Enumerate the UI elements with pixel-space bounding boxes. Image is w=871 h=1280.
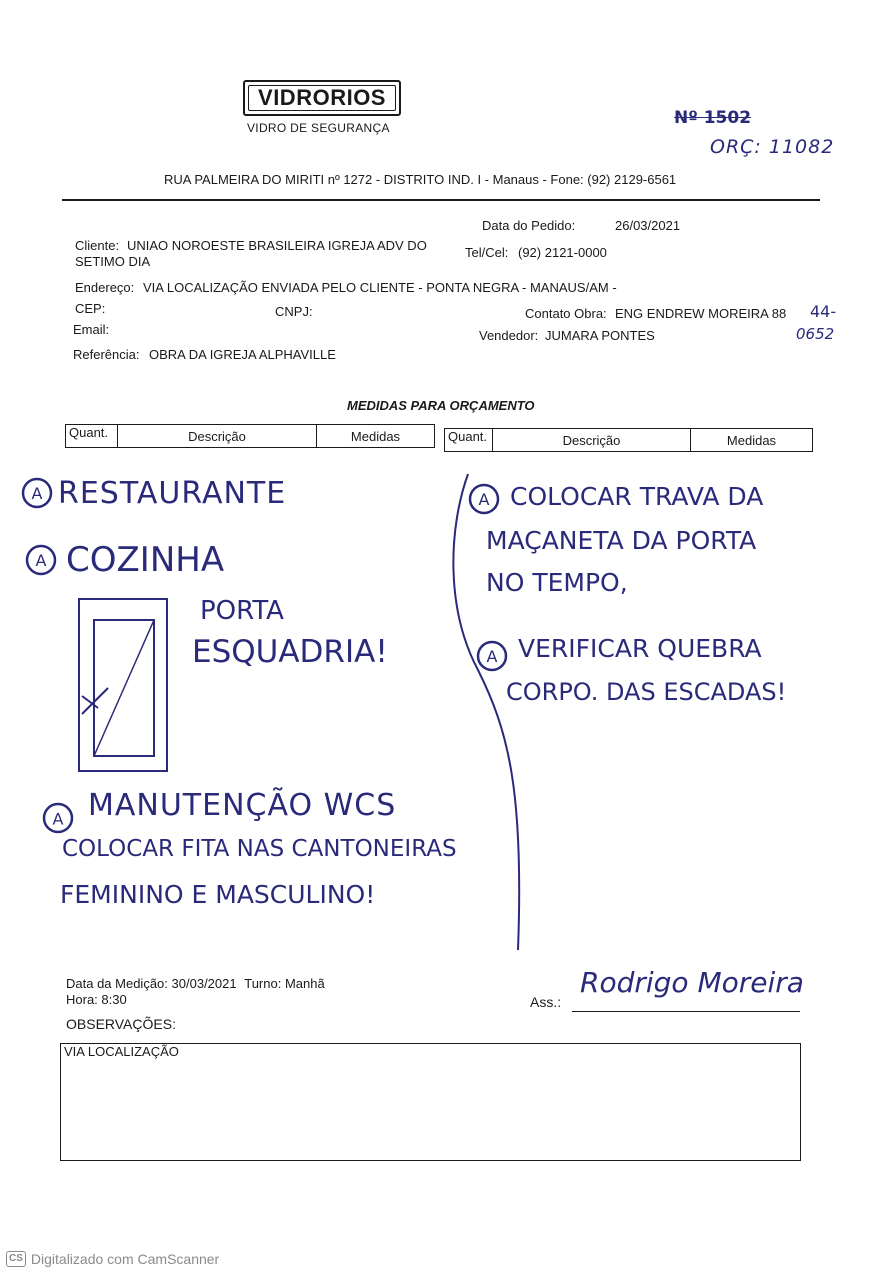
col-quant: Quant. — [66, 425, 118, 447]
contact-label: Contato Obra: — [525, 306, 607, 321]
measures-table-header-right — [444, 428, 813, 452]
client-name-line1: UNIAO NOROESTE BRASILEIRA IGREJA ADV DO — [127, 238, 427, 253]
measurement-date-label: Data da Medição: — [66, 976, 168, 991]
bullet-icon — [40, 800, 76, 836]
orc-number: ORÇ: 11082 — [710, 136, 835, 158]
bullet-letter: A — [486, 647, 498, 667]
client-label: Cliente: — [75, 238, 120, 253]
col-medidas: Medidas — [726, 432, 777, 448]
time-value: 8:30 — [101, 992, 127, 1007]
note-feminino-masculino: FEMININO E MASCULINO! — [60, 880, 376, 909]
company-address: RUA PALMEIRA DO MIRITI nº 1272 - DISTRITO IND. I - Manaus - Fone: (92) 2129-6561 — [164, 172, 677, 187]
address-label: Endereço: — [75, 280, 135, 295]
bullet-icon — [467, 482, 501, 516]
note-macaneta-porta: MAÇANETA DA PORTA — [486, 526, 757, 555]
header-divider — [62, 199, 820, 201]
bullet-icon — [475, 639, 509, 673]
signature: Rodrigo Moreira — [580, 966, 804, 999]
bullet-icon — [24, 543, 58, 577]
door-sketch — [76, 596, 172, 776]
col-descricao: Descrição — [493, 429, 691, 451]
reference-label: Referência: — [73, 347, 140, 362]
observations-text: VIA LOCALIZAÇÃO — [64, 1044, 179, 1059]
time-label: Hora: — [66, 992, 98, 1007]
contact-value: ENG ENDREW MOREIRA 88 — [615, 306, 787, 321]
email-label: Email: — [73, 322, 110, 337]
logo-text: VIDRORIOS — [258, 85, 386, 110]
bullet-letter: A — [31, 484, 43, 504]
note-fita-cantoneiras: COLOCAR FITA NAS CANTONEIRAS — [62, 836, 457, 862]
measurement-date-value: 30/03/2021 — [171, 976, 237, 991]
camscanner-icon: CS — [6, 1251, 26, 1267]
measures-title: MEDIDAS PARA ORÇAMENTO — [347, 398, 535, 413]
order-date-value: 26/03/2021 — [615, 218, 681, 233]
observations-label: OBSERVAÇÕES: — [66, 1016, 176, 1032]
logo-subtitle: VIDRO DE SEGURANÇA — [247, 121, 390, 135]
cnpj-label: CNPJ: — [275, 304, 313, 319]
seller-value: JUMARA PONTES — [545, 328, 655, 343]
col-medidas: Medidas — [350, 428, 401, 444]
document-number: Nº 1502 — [674, 108, 752, 128]
note-no-tempo: NO TEMPO, — [486, 568, 628, 597]
address-value: VIA LOCALIZAÇÃO ENVIADA PELO CLIENTE - PONTA NEGRA - MANAUS/AM - — [143, 280, 617, 295]
order-date-label: Data do Pedido: — [482, 218, 576, 233]
signature-line — [572, 1011, 800, 1012]
measurement-time — [66, 992, 127, 1007]
note-verificar-quebra: VERIFICAR QUEBRA — [518, 634, 762, 663]
note-manutencao-wcs: MANUTENÇÃO WCS — [88, 788, 397, 823]
contact-phone-handwritten: 44- — [810, 302, 837, 321]
note-restaurante: RESTAURANTE — [58, 476, 287, 511]
measures-table-header-left — [65, 424, 435, 448]
note-esquadria: ESQUADRIA! — [192, 634, 388, 670]
phone-label: Tel/Cel: — [465, 245, 509, 260]
note-colocar-trava: COLOCAR TRAVA DA — [510, 482, 764, 511]
bullet-icon — [20, 476, 54, 510]
note-cozinha: COZINHA — [66, 540, 225, 580]
measurement-date — [66, 976, 325, 991]
contact-phone-handwritten-line2: 0652 — [796, 325, 835, 343]
company-logo — [243, 80, 401, 116]
client-name-line2: SETIMO DIA — [75, 254, 151, 269]
shift-value: Manhã — [284, 976, 325, 991]
camscanner-watermark — [6, 1251, 219, 1267]
reference-value: OBRA DA IGREJA ALPHAVILLE — [149, 347, 336, 362]
col-descricao: Descrição — [118, 425, 317, 447]
seller-label: Vendedor: — [479, 328, 539, 343]
bullet-letter: A — [478, 490, 490, 510]
camscanner-text: Digitalizado com CamScanner — [30, 1251, 220, 1267]
phone-value: (92) 2121-0000 — [518, 245, 607, 260]
bullet-letter: A — [52, 809, 64, 829]
note-escadas: CORPO. DAS ESCADAS! — [506, 678, 787, 706]
col-quant: Quant. — [445, 429, 493, 451]
cep-label: CEP: — [75, 301, 106, 316]
signature-label: Ass.: — [530, 994, 562, 1010]
note-porta: PORTA — [200, 596, 284, 626]
bullet-letter: A — [35, 551, 47, 571]
observations-box — [60, 1043, 801, 1161]
shift-label: Turno: — [244, 976, 282, 991]
